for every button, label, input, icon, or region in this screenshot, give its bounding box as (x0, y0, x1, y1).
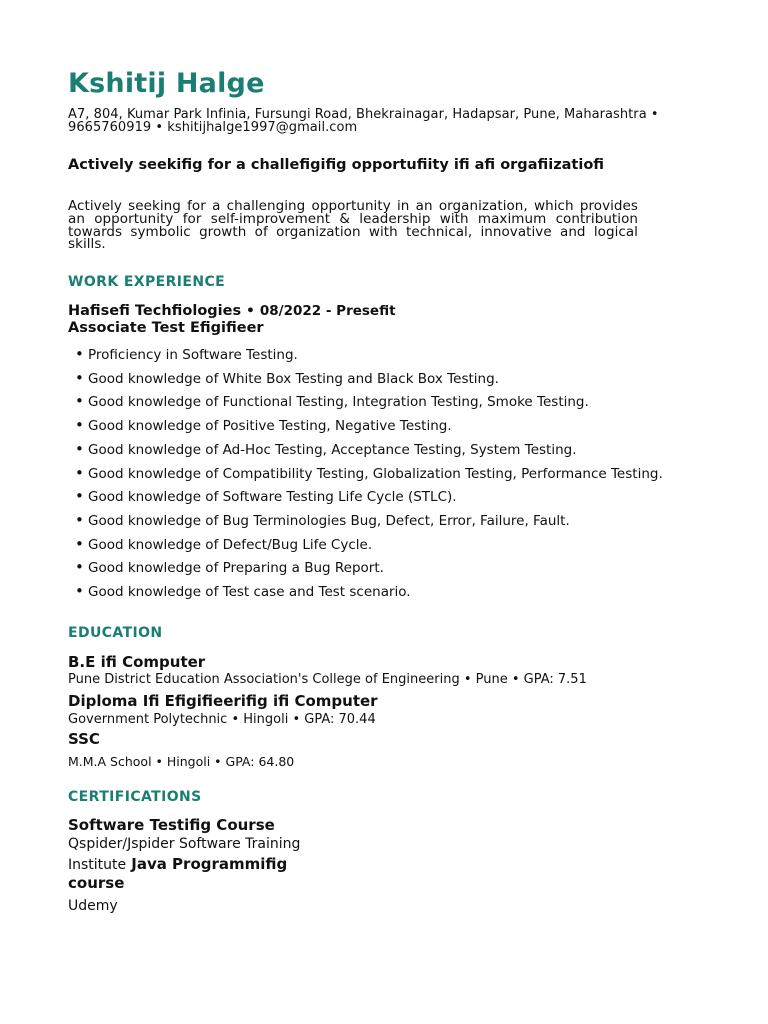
bullet-dot-icon: • (75, 558, 84, 577)
work-bullet-text: Good knowledge of Defect/Bug Life Cycle. (88, 536, 373, 553)
work-bullet-item (68, 510, 663, 534)
candidate-name: Kshitij Halge (68, 68, 265, 99)
education-title: B.E ifi Computer (68, 653, 206, 671)
education-title: SSC (68, 730, 100, 748)
work-bullet-item (68, 534, 663, 558)
work-bullet-list (68, 344, 663, 605)
bullet-dot-icon: • (75, 392, 84, 411)
bullet-dot-icon: • (75, 487, 84, 506)
work-bullet-item (68, 581, 663, 605)
work-bullet-item (68, 439, 663, 463)
work-bullet-text: Good knowledge of Compatibility Testing, Globalization Testing, Performance Testing. (88, 465, 663, 482)
work-bullet-item (68, 415, 663, 439)
work-bullet-item (68, 391, 663, 415)
bullet-dot-icon: • (75, 345, 84, 363)
resume-page (68, 66, 698, 251)
bullet-dot-icon: • (75, 463, 84, 482)
education-detail: Pune District Education Association's College of Engineering • Pune • GPA: 7.51 (68, 672, 587, 687)
contact-address-line: A7, 804, Kumar Park Infinia, Fursungi Road, Bhekrainagar, Hadapsar, Pune, Maharashtra • (68, 107, 659, 122)
certification-title: Software Testifig Course (68, 816, 275, 834)
work-bullet-text: Proficiency in Software Testing. (88, 347, 298, 363)
certification-title: Java Programmifig (131, 855, 288, 873)
bullet-dot-icon: • (75, 510, 84, 529)
education-heading: EDUCATION (68, 625, 163, 641)
work-bullet-text: Good knowledge of Functional Testing, Integration Testing, Smoke Testing. (88, 394, 589, 411)
work-bullet-item (68, 486, 663, 510)
work-bullet-text: Good knowledge of Positive Testing, Negative Testing. (88, 418, 452, 435)
education-detail: M.M.A School • Hingoli • GPA: 64.80 (68, 754, 295, 769)
work-bullet-text: Good knowledge of Bug Terminologies Bug, Defect, Error, Failure, Fault. (88, 512, 570, 529)
contact-info (68, 108, 698, 134)
certification-provider: Udemy (68, 898, 118, 914)
certifications-heading: CERTIFICATIONS (68, 789, 202, 805)
work-bullet-item (68, 368, 663, 392)
bullet-dot-icon: • (75, 368, 84, 387)
work-bullet-text: Good knowledge of White Box Testing and Black Box Testing. (88, 370, 499, 387)
job-separator: • (246, 303, 255, 319)
work-bullet-text: Good knowledge of Software Testing Life Cycle (STLC). (88, 489, 457, 506)
education-title: Diploma Ifi Efigifieerifig ifi Computer (68, 692, 378, 710)
work-bullet-item (68, 344, 663, 368)
certification-provider-line2 (68, 854, 287, 875)
work-experience-heading: WORK EXPERIENCE (68, 274, 226, 290)
bullet-dot-icon: • (75, 439, 84, 458)
work-bullet-text: Good knowledge of Preparing a Bug Report. (88, 560, 384, 577)
certification-title: course (68, 874, 125, 892)
certification-provider: Qspider/Jspider Software Training (68, 836, 301, 852)
job-dates: 08/2022 - Presefit (259, 303, 396, 319)
work-bullet-text: Good knowledge of Ad-Hoc Testing, Acceptance Testing, System Testing. (88, 441, 577, 458)
bullet-dot-icon: • (75, 416, 84, 435)
work-bullet-text: Good knowledge of Test case and Test scenario. (88, 584, 411, 601)
work-bullet-item (68, 463, 663, 487)
summary-paragraph: Actively seeking for a challenging opportunity in an organization, which provides an opportunity for self-improvement & leadership with maximum contribution towards symbolic growth of organization with technical, innovative and logical skills. (68, 198, 638, 253)
job-role: Associate Test Efigifieer (68, 320, 264, 336)
work-bullet-item (68, 557, 663, 581)
education-detail: Government Polytechnic • Hingoli • GPA: 70.44 (68, 712, 376, 727)
bullet-dot-icon: • (75, 534, 84, 553)
objective-title: Actively seekifig for a challefigifig opportufiity ifi afi orgafiizatiofi (68, 157, 605, 173)
job-company-line (68, 303, 396, 320)
bullet-dot-icon: • (75, 582, 84, 601)
certification-provider: Institute (68, 857, 127, 873)
contact-phone-email-line: 9665760919 • kshitijhalge1997@gmail.com (68, 120, 358, 135)
job-company: Hafisefi Techfiologies (68, 303, 242, 319)
